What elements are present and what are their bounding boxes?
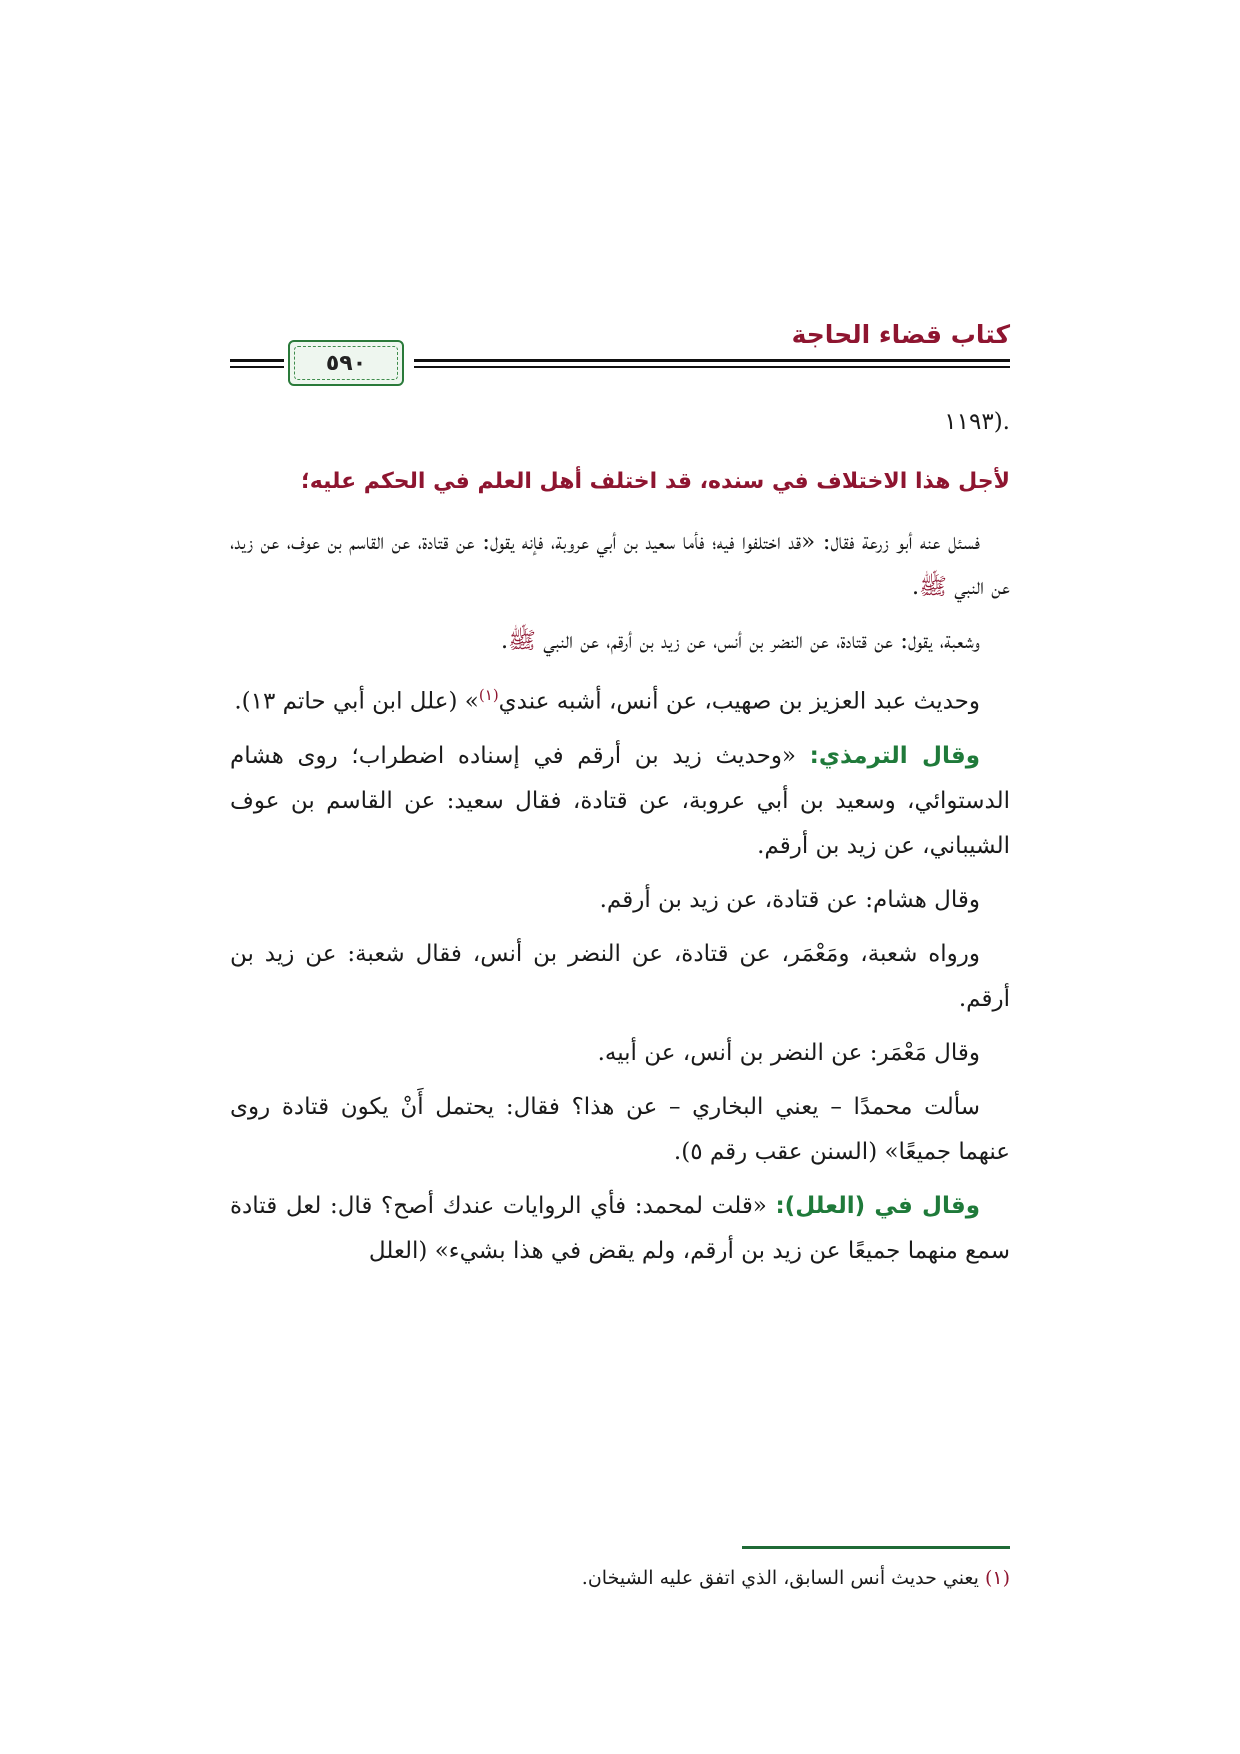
paragraph-text: «قلت لمحمد: فأي الروايات عندك أصح؟ قال: لعل قتادة سمع منهما جميعًا عن زيد بن أرقم، ولم يقض في هذا بشيء» (العلل [230, 1192, 1010, 1264]
paragraph [230, 1031, 1010, 1076]
paragraph-end: . [500, 628, 509, 654]
header-rule [414, 366, 1010, 368]
paragraph-text: وشعبة، يقول: عن قتادة، عن النضر بن أنس، عن زيد بن أرقم، عن النبي [543, 628, 980, 654]
footnote-mark: (١) [984, 1567, 1010, 1589]
paragraph-text: وحديث عبد العزيز بن صهيب، عن أنس، أشبه عندي [498, 688, 980, 715]
paragraph [230, 734, 1010, 869]
quote-lead: وقال في (العلل): [775, 1192, 980, 1219]
header-rule [414, 359, 1010, 362]
paragraph-end: » (علل ابن أبي حاتم ١٣). [234, 688, 479, 715]
main-text [230, 400, 1010, 1283]
footnote-text: يعني حديث أنس السابق، الذي اتفق عليه الشيخان. [581, 1567, 985, 1589]
paragraph [230, 1085, 1010, 1175]
header-rule [230, 366, 284, 368]
paragraph [230, 1184, 1010, 1274]
book-title: كتاب قضاء الحاجة [791, 320, 1010, 349]
footnote-reference[interactable]: (١) [478, 686, 499, 704]
paragraph-text: وقال مَعْمَر: عن النضر بن أنس، عن أبيه. [597, 1039, 980, 1066]
page-number: ٥٩٠ [325, 350, 367, 376]
footnote [230, 1562, 1010, 1594]
paragraph-text: فسئل عنه أبو زرعة فقال: «قد اختلفوا فيه؛ فأما سعيد بن أبي عروبة، فإنه يقول: عن قتادة، عن القاسم بن عوف، عن زيد، عن النبي [230, 529, 1010, 600]
paragraph-end: . [911, 574, 920, 600]
paragraph-text: «وحديث زيد بن أرقم في إسناده اضطراب؛ روى هشام الدستوائي، وسعيد بن أبي عروبة، عن قتادة، فقال سعيد: عن القاسم بن عوف الشيباني، عن زيد بن أرقم. [230, 742, 1010, 859]
salawat-glyph: ﷺ [508, 628, 536, 654]
paragraph [230, 619, 1010, 664]
section-subheading: لأجل هذا الاختلاف في سنده، قد اختلف أهل العلم في الحكم عليه؛ [300, 469, 1010, 494]
paragraph [230, 673, 1010, 725]
paragraph-text: سألت محمدًا – يعني البخاري – عن هذا؟ فقال: يحتمل أَنْ يكون قتادة روى عنهما جميعًا» (السنن عقب رقم ٥). [230, 1093, 1010, 1165]
continuation-text: .(١١٩٣ [944, 409, 1010, 435]
paragraph [230, 878, 1010, 923]
continuation-line [230, 400, 1010, 445]
page-number-frame [288, 340, 404, 386]
quote-lead: وقال الترمذي: [809, 742, 980, 769]
salawat-glyph: ﷺ [919, 574, 947, 600]
paragraph-text: ورواه شعبة، ومَعْمَر، عن قتادة، عن النضر بن أنس، فقال شعبة: عن زيد بن أرقم. [230, 940, 1010, 1012]
footnote-separator [742, 1546, 1010, 1549]
paragraph [230, 932, 1010, 1022]
page-header [230, 314, 1010, 390]
header-rule [230, 359, 284, 362]
paragraph-text: وقال هشام: عن قتادة، عن زيد بن أرقم. [599, 886, 980, 913]
paragraph [230, 520, 1010, 610]
